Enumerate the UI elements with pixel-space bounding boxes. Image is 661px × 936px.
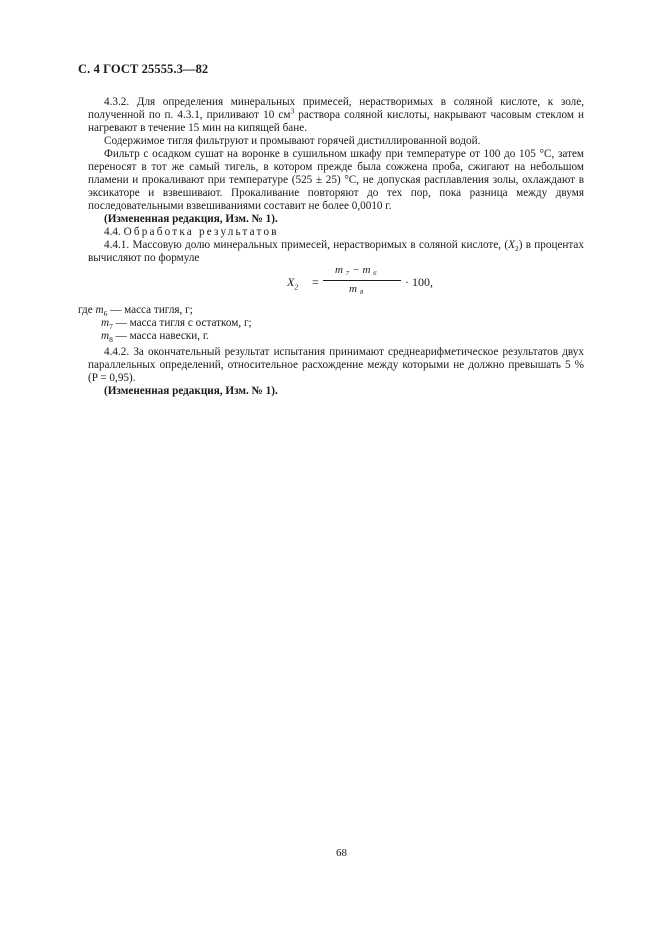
section-4-3-block [88, 96, 584, 265]
legend-desc: — масса тигля с остатком, г; [112, 317, 252, 329]
page-number: 68 [336, 847, 347, 859]
legend-var: m [101, 317, 110, 329]
paragraph-4-3-2-text-a: 4.3.2. Для определения минеральных примесей, нерастворимых в соляной кислоте, к золе, полученной по п. 4.3.1, приливают 10 см [88, 96, 584, 121]
legend-row-m7 [78, 317, 378, 330]
revision-note-1: (Измененная редакция, Изм. № 1). [104, 213, 278, 225]
legend-desc: — масса тигля, г; [107, 304, 193, 316]
page-header: С. 4 ГОСТ 25555.3—82 [78, 62, 209, 76]
variable-legend [78, 304, 378, 343]
paragraph-4-3-2-text-b: раствора соляной кислоты, накрывают часовым стеклом и нагревают в течение 15 мин на кипящей бане. [88, 109, 584, 134]
paragraph-drying: Фильтр с осадком сушат на воронке в сушильном шкафу при температуре от 100 до 105 °С, затем переносят в тот же самый тигель, в котором прежде была сожжена проба, сжигают на небольшом пламени и прокаливают при температуре (525 ± 25) °С, не допуская расплавления золы, охлаждают в эксикаторе и взвешивают. Прокаливание повторяют до тех пор, пока разница между двумя последовательными взвешиваниями составит не более 0,0010 г. [88, 148, 584, 212]
legend-sub: 6 [103, 309, 108, 319]
formula-equals: = [312, 275, 319, 289]
fraction-bar [323, 280, 401, 281]
legend-sub: 7 [109, 322, 113, 332]
paragraph-4-4-1-text-a: 4.4.1. Массовую долю минеральных примесей, нерастворимых в соляной кислоте, ( [104, 239, 509, 251]
section-4-4-number: 4.4. [104, 226, 121, 238]
formula-lhs-var: X [287, 275, 295, 289]
paragraph-4-4-2: 4.4.2. За окончательный результат испытания принимают среднеарифметическое результатов двух параллельных определений, относительное расхождение между которыми не должно превышать 5 % (P = 0,95). [88, 346, 584, 384]
formula-x2 [287, 261, 433, 299]
section-4-4-title: Обработка результатов [123, 226, 279, 238]
legend-row-m8 [78, 330, 378, 343]
formula-denominator: m ₈ [349, 283, 364, 295]
formula-lhs-sub: 2 [294, 282, 299, 292]
formula-multiplier: · 100, [405, 275, 433, 289]
paragraph-4-3-2 [88, 96, 584, 135]
legend-row-m6 [78, 304, 378, 317]
formula-numerator: m ₇ − m ₆ [335, 264, 377, 276]
x-subscript: 2 [514, 244, 519, 254]
legend-prefix: где [78, 304, 93, 316]
formula-lhs [287, 275, 298, 290]
legend-desc: — масса навески, г. [112, 330, 209, 342]
section-4-4-2-block [88, 346, 584, 398]
cubic-superscript: 3 [290, 106, 295, 116]
revision-note-2: (Измененная редакция, Изм. № 1). [104, 385, 278, 397]
legend-var: m [101, 330, 110, 342]
x-variable: X [508, 239, 515, 251]
legend-var: m [95, 304, 104, 316]
legend-sub: 8 [109, 335, 113, 345]
paragraph-4-4-1-text-b: ) в процентах вычисляют по формуле [88, 239, 584, 264]
section-4-4-heading [88, 226, 584, 239]
paragraph-filter: Содержимое тигля фильтруют и промывают горячей дистиллированной водой. [104, 135, 481, 147]
